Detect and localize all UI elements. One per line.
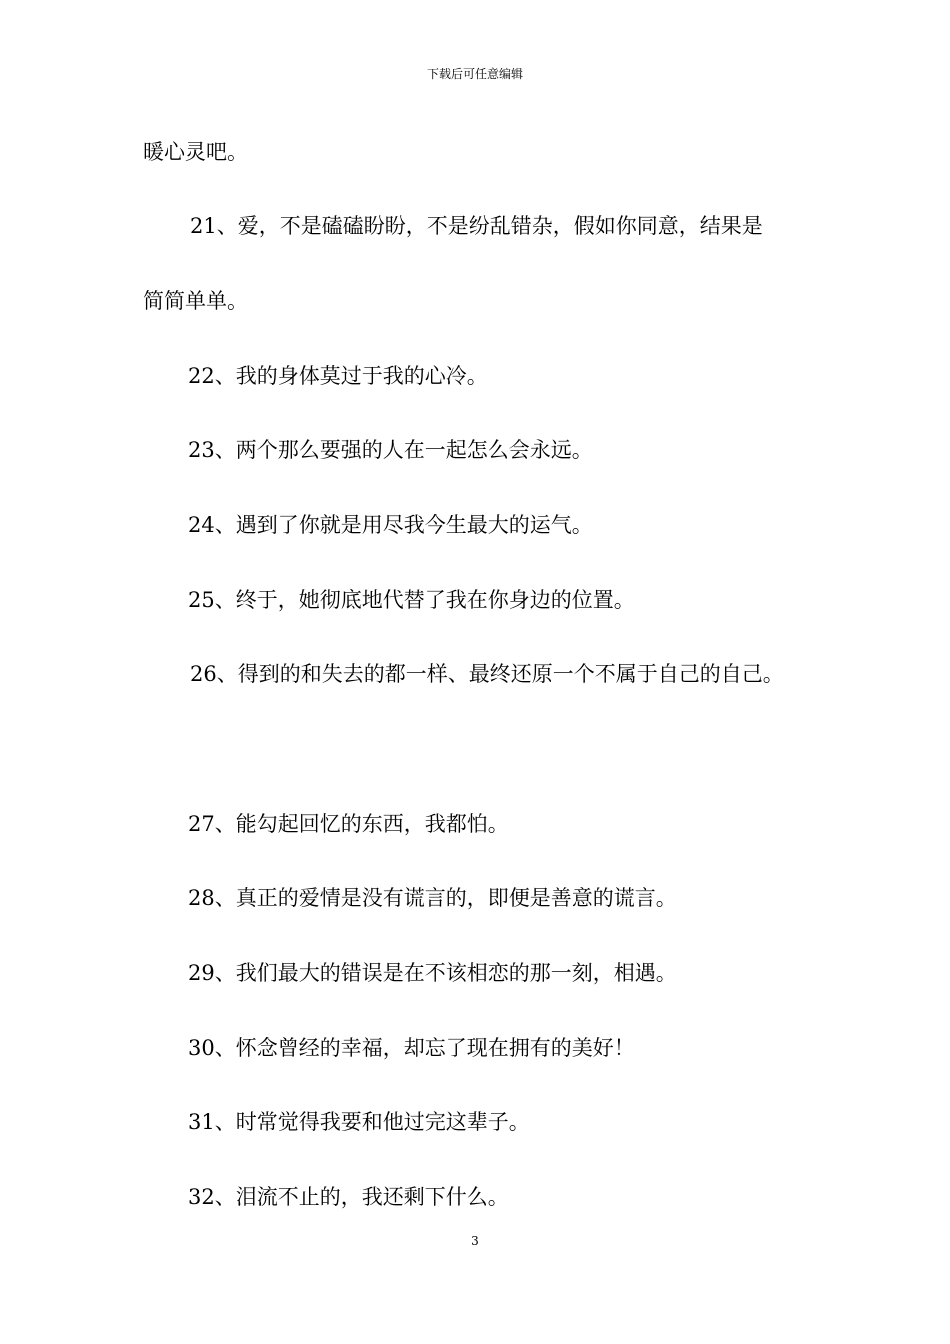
page-number: 3 bbox=[471, 1234, 479, 1248]
text-line: 32、泪流不止的，我还剩下什么。 bbox=[188, 1185, 509, 1209]
text-line: 23、两个那么要强的人在一起怎么会永远。 bbox=[188, 438, 593, 462]
text-line: 25、终于，她彻底地代替了我在你身边的位置。 bbox=[188, 588, 635, 612]
text-line: 暖心灵吧。 bbox=[143, 140, 248, 164]
text-line: 22、我的身体莫过于我的心冷。 bbox=[188, 364, 488, 388]
text-line: 21、爱，不是磕磕盼盼，不是纷乱错杂，假如你同意，结果是 bbox=[190, 214, 763, 238]
page-header: 下载后可任意编辑 bbox=[426, 67, 523, 81]
text-line: 31、时常觉得我要和他过完这辈子。 bbox=[188, 1110, 530, 1134]
text-line: 简简单单。 bbox=[143, 289, 248, 313]
text-line: 28、真正的爱情是没有谎言的，即便是善意的谎言。 bbox=[188, 886, 677, 910]
text-line: 26、得到的和失去的都一样、最终还原一个不属于自己的自己。 bbox=[190, 662, 784, 686]
text-line: 24、遇到了你就是用尽我今生最大的运气。 bbox=[188, 513, 593, 537]
text-line: 27、能勾起回忆的东西，我都怕。 bbox=[188, 812, 509, 836]
text-line: 29、我们最大的错误是在不该相恋的那一刻，相遇。 bbox=[188, 961, 677, 985]
text-line: 30、怀念曾经的幸福，却忘了现在拥有的美好！ bbox=[188, 1036, 635, 1060]
